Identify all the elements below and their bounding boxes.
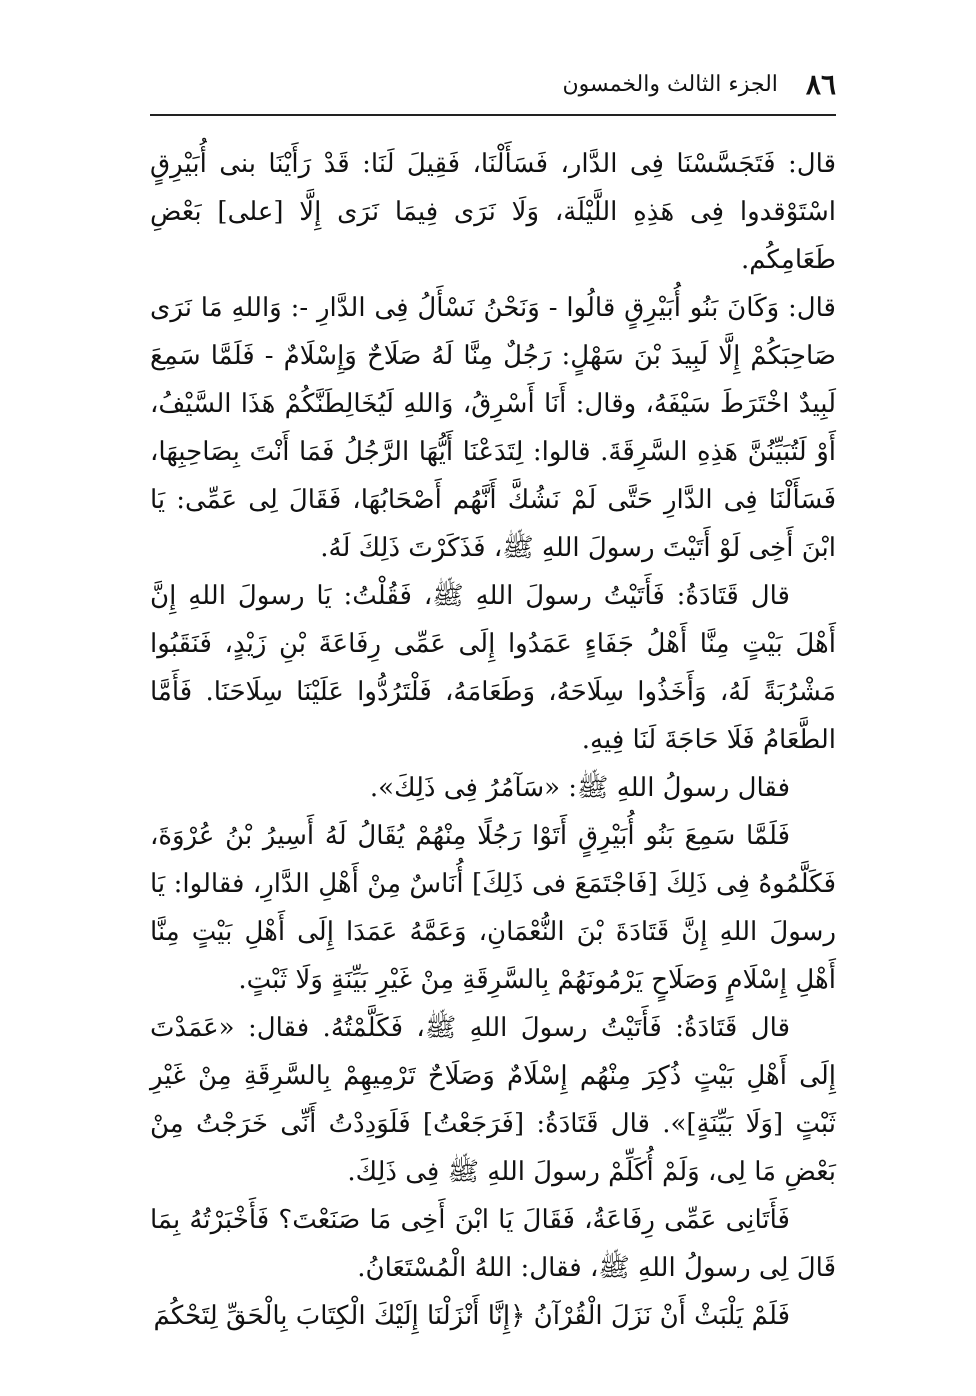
paragraph: قال: فَتَجَسَّسْنَا فِى الدَّار، فَسَأَلْنَا، فَقِيلَ لَنَا: قَدْ رَأَيْنَا بنى أُبَيْرِقٍ اسْتَوْقدوا فِى هَذِهِ اللَّيْلَة، وَلَا نَرَى فِيمَا نَرَى إِلَّا [على] بَعْضِ طَعَامِكُم. [150, 149, 836, 275]
paragraph: فَأَتَانِى عَمِّى رِفَاعَةُ، فَقَالَ يَا ابْنَ أَخِى مَا صَنَعْتَ؟ فَأَخْبَرْتُهُ بِمَا قَالَ لِى رسولُ اللهِ ﷺ، فقال: اللهُ الْمُسْتَعَانُ. [150, 1205, 836, 1283]
paragraph: فَلَمَّا سَمِعَ بَنُو أُبَيْرِقٍ أَتَوْا رَجُلًا مِنْهُمْ يُقَالُ لَهُ أَسِيرُ بْنُ عُرْوَةَ، فَكَلَّمُوهُ فِى ذَلِكَ [فَاجْتَمَعَ فى ذَلِكَ] أُنَاسٌ مِنْ أَهْلِ الدَّارِ، فقالوا: يَا رسولَ اللهِ إِنَّ قَتَادَةَ بْنَ النُّعْمَانِ، وَعَمَّهُ عَمَدَا إِلَى أَهْلِ بَيْتٍ مِنَّا أَهْلِ إِسْلَامٍ وَصَلَاحٍ يَرْمُونَهُمْ بِالسَّرِقَةِ مِنْ غَيْرِ بَيِّنَةٍ وَلَا ثَبْتٍ. [150, 821, 836, 995]
paragraph: قال: وَكَانَ بَنُو أُبَيْرِقٍ قالُوا - وَنَحْنُ نَسْأَلُ فِى الدَّارِ -: وَاللهِ مَا نَرَى صَاحِبَكُمْ إِلَّا لَبِيدَ بْنَ سَهْلٍ: رَجُلٌ مِنَّا لَهُ صَلَاحٌ وَإِسْلَامٌ - فَلَمَّا سَمِعَ لَبِيدٌ اخْتَرَطَ سَيْفَهُ، وقال: أَنَا أَسْرِقُ، وَاللهِ لَيُخَالِطَنَّكُمْ هَذَا السَّيْفُ، أَوْ لَتُبَيِّنُنَّ هَذِهِ السَّرِقَةَ. قالوا: لِتَدَعْنَا أَيُّهَا الرَّجُلُ فَمَا أَنْتَ بِصَاحِبِهَا، فَسَأَلْنَا فِى الدَّارِ حَتَّى لَمْ نَشُكَّ أَنَّهُم أَصْحَابُهَا، فَقَالَ لِى عَمِّى: يَا ابْنَ أَخِى لَوْ أَتَيْتَ رسولَ اللهِ ﷺ، فَذَكَرْتَ ذَلِكَ لَهُ. [150, 293, 836, 563]
header-divider [150, 114, 836, 116]
page-header [150, 62, 836, 106]
paragraph: فَلَمْ يَلْبَثْ أَنْ نَزَلَ الْقُرْآنُ ﴿إِنَّا أَنْزَلْنَا إِلَيْكَ الْكِتَابَ بِالْحَقِّ لِتَحْكُمَ [153, 1301, 790, 1331]
page-number: ٨٦ [805, 67, 836, 101]
body-text [150, 140, 836, 1340]
running-title: الجزء الثالث والخمسون [562, 71, 778, 97]
paragraph: قال قَتَادَةُ: فَأَتَيْتُ رسولَ اللهِ ﷺ، فَقُلْتُ: يَا رسولَ اللهِ إِنَّ أَهْلَ بَيْتٍ مِنَّا أَهْلُ جَفَاءٍ عَمَدُوا إِلَى عَمِّى رِفَاعَةَ بْنِ زَيْدٍ، فَنَقَبُوا مَشْرُبَةً لَهُ، وَأَخَذُوا سِلَاحَهُ، وَطَعَامَهُ، فَلْتَرُدُّوا عَلَيْنَا سِلَاحَنَا. فَأَمَّا الطَّعَامُ فَلَا حَاجَةَ لَنَا فِيهِ. [150, 581, 836, 755]
paragraph: فقال رسولُ اللهِ ﷺ: «سَآمُرُ فِى ذَلِكَ». [369, 773, 790, 803]
paragraph: قال قَتَادَةُ: فَأَتَيْتُ رسولَ اللهِ ﷺ، فَكَلَّمْتُهُ. فقال: «عَمَدْتَ إِلَى أَهْلِ بَيْتٍ ذُكِرَ مِنْهُم إِسْلَامٌ وَصَلَاحٌ تَرْمِيهِمْ بِالسَّرِقَةِ مِنْ غَيْرِ ثَبْتٍ [وَلَا بَيِّنَةٍ]». قال قَتَادَةُ: [فَرَجَعْتُ] فَلَوَدِدْتُ أَنِّى خَرَجْتُ مِنْ بَعْضِ مَا لِى، وَلَمْ أُكَلِّمْ رسولَ اللهِ ﷺ فِى ذَلِكَ. [150, 1013, 836, 1187]
